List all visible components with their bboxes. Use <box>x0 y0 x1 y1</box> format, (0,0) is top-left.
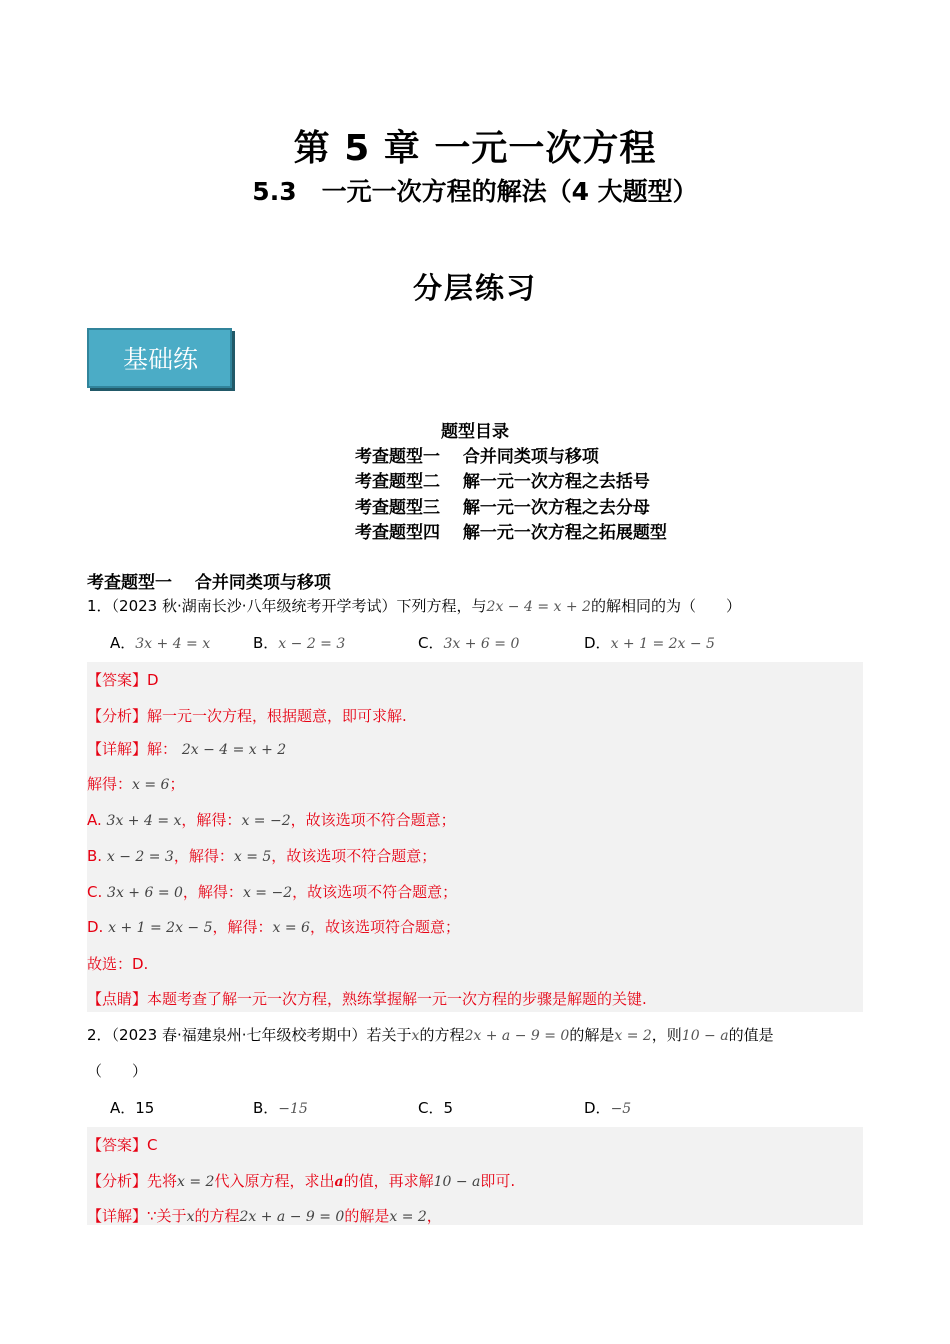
q1-analysis: 【分析】解一元一次方程，根据题意，即可求解. <box>87 707 407 725</box>
subtitle: 分层练习 <box>412 271 537 305</box>
q1-detail: 【详解】解： 2x − 4 = x + 2 <box>87 740 287 758</box>
q2-detail: 【详解】∵关于x的方程2x + a − 9 = 0的解是x = 2， <box>87 1207 442 1225</box>
q1-option-a: A．3x + 4 = x <box>110 634 211 652</box>
q1-answer: 【答案】D <box>87 671 159 689</box>
q2-option-d: D．−5 <box>584 1099 632 1117</box>
q2-analysis: 【分析】先将x = 2代入原方程，求出a的值，再求解10 − a即可. <box>87 1172 516 1190</box>
q2-answer: 【答案】C <box>87 1136 158 1154</box>
q1-option-d: D．x + 1 = 2x − 5 <box>584 634 715 652</box>
toc-item: 考查题型三 解一元一次方程之去分母 <box>355 498 650 518</box>
q1-check-a: A. 3x + 4 = x，解得：x = −2，故该选项不符合题意； <box>87 811 456 829</box>
q1-option-b: B．x − 2 = 3 <box>253 634 346 652</box>
toc-item: 考查题型二 解一元一次方程之去括号 <box>355 472 650 492</box>
q1-solve: 解得：x = 6； <box>87 775 185 793</box>
q1-option-c: C．3x + 6 = 0 <box>418 634 520 652</box>
question-1-stem: 1．（2023 秋·湖南长沙·八年级统考开学考试）下列方程，与2x − 4 = x + 2的解相同的为（ ） <box>87 597 741 615</box>
q1-check-c: C. 3x + 6 = 0，解得：x = −2，故该选项不符合题意； <box>87 883 458 901</box>
q1-check-b: B. x − 2 = 3，解得：x = 5，故该选项不符合题意； <box>87 847 437 865</box>
toc-item: 考查题型一 合并同类项与移项 <box>355 447 599 467</box>
toc-title: 题型目录 <box>441 422 509 442</box>
question-2-stem: 2．（2023 春·福建泉州·七年级校考期中）若关于x的方程2x + a − 9 = 0的解是x = 2，则10 − a的值是 <box>87 1026 774 1044</box>
q1-comment: 【点睛】本题考查了解一元一次方程，熟练掌握解一元一次方程的步骤是解题的关键. <box>87 990 647 1008</box>
section-heading: 考查题型一 合并同类项与移项 <box>87 573 331 593</box>
q1-choose: 故选：D. <box>87 955 149 973</box>
toc-item: 考查题型四 解一元一次方程之拓展题型 <box>355 523 667 543</box>
chapter-title: 第 5 章 一元一次方程 <box>293 128 657 169</box>
q2-option-c: C．5 <box>418 1099 454 1117</box>
section-title: 5.3 一元一次方程的解法（4 大题型） <box>252 177 698 206</box>
q2-option-a: A．15 <box>110 1099 155 1117</box>
q1-check-d: D. x + 1 = 2x − 5，解得：x = 6，故该选项符合题意； <box>87 918 460 936</box>
question-2-paren: （ ） <box>87 1062 148 1080</box>
level-badge: 基础练 <box>87 328 232 388</box>
q2-option-b: B．−15 <box>253 1099 308 1117</box>
